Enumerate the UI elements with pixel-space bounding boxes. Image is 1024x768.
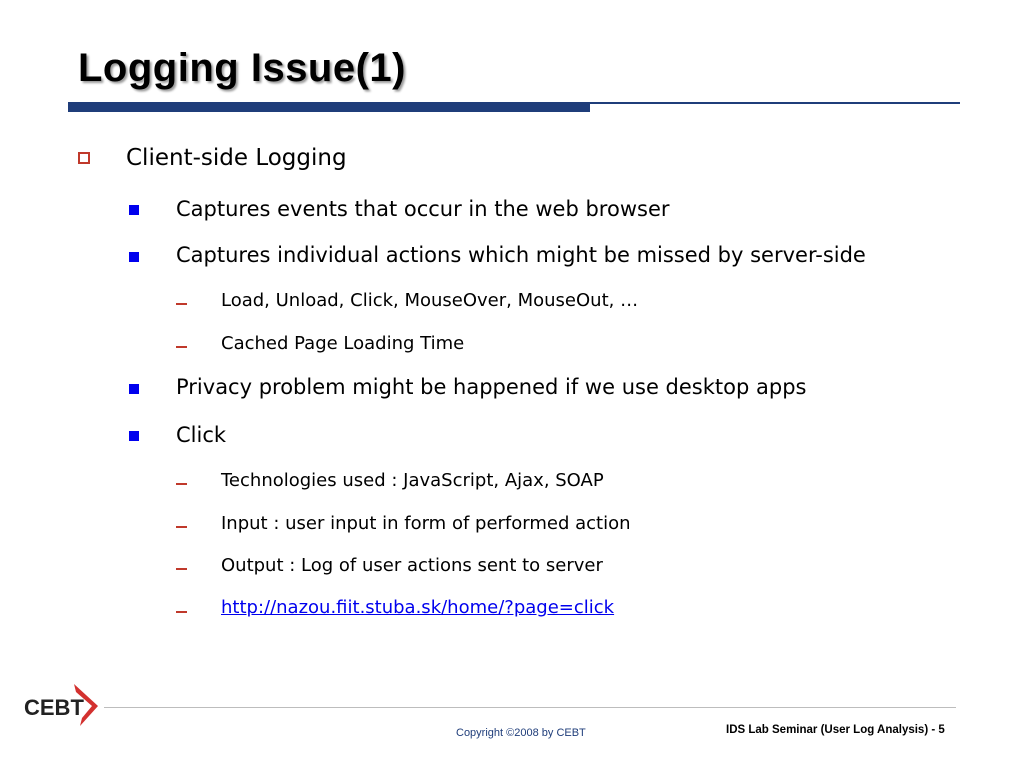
dash-bullet-icon [176, 611, 187, 613]
square-bullet-icon [129, 252, 139, 262]
title-underline-thin [590, 102, 960, 104]
dash-bullet-icon [176, 568, 187, 570]
bullet-client-side-logging: Client-side Logging [126, 145, 347, 171]
square-bullet-icon [129, 431, 139, 441]
footer-divider [104, 707, 956, 708]
square-bullet-icon [129, 384, 139, 394]
cebt-logo-icon [22, 680, 102, 730]
bullet-output: Output : Log of user actions sent to server [221, 555, 603, 576]
bullet-captures-actions: Captures individual actions which might be missed by server-side [176, 243, 866, 267]
click-page-link[interactable]: http://nazou.fiit.stuba.sk/home/?page=click [221, 597, 615, 618]
bullet-input: Input : user input in form of performed action [221, 513, 631, 534]
bullet-privacy-problem: Privacy problem might be happened if we use desktop apps [176, 375, 807, 399]
copyright-text: Copyright ©2008 by CEBT [456, 727, 586, 739]
bullet-captures-events: Captures events that occur in the web browser [176, 197, 670, 221]
page-label: IDS Lab Seminar (User Log Analysis) - 5 [726, 724, 945, 736]
dash-bullet-icon [176, 346, 187, 348]
title-underline-thick [68, 102, 590, 112]
square-bullet-icon [129, 205, 139, 215]
bullet-technologies: Technologies used : JavaScript, Ajax, SOAP [221, 470, 604, 491]
dash-bullet-icon [176, 526, 187, 528]
slide-title: Logging Issue(1) [78, 46, 406, 90]
dash-bullet-icon [176, 483, 187, 485]
bullet-events-list: Load, Unload, Click, MouseOver, MouseOut, … [221, 290, 639, 311]
dash-bullet-icon [176, 303, 187, 305]
svg-text:CEBT: CEBT [24, 695, 84, 720]
bullet-cached-loading-time: Cached Page Loading Time [221, 333, 465, 354]
bullet-click: Click [176, 423, 227, 447]
hollow-square-bullet-icon [78, 152, 90, 164]
